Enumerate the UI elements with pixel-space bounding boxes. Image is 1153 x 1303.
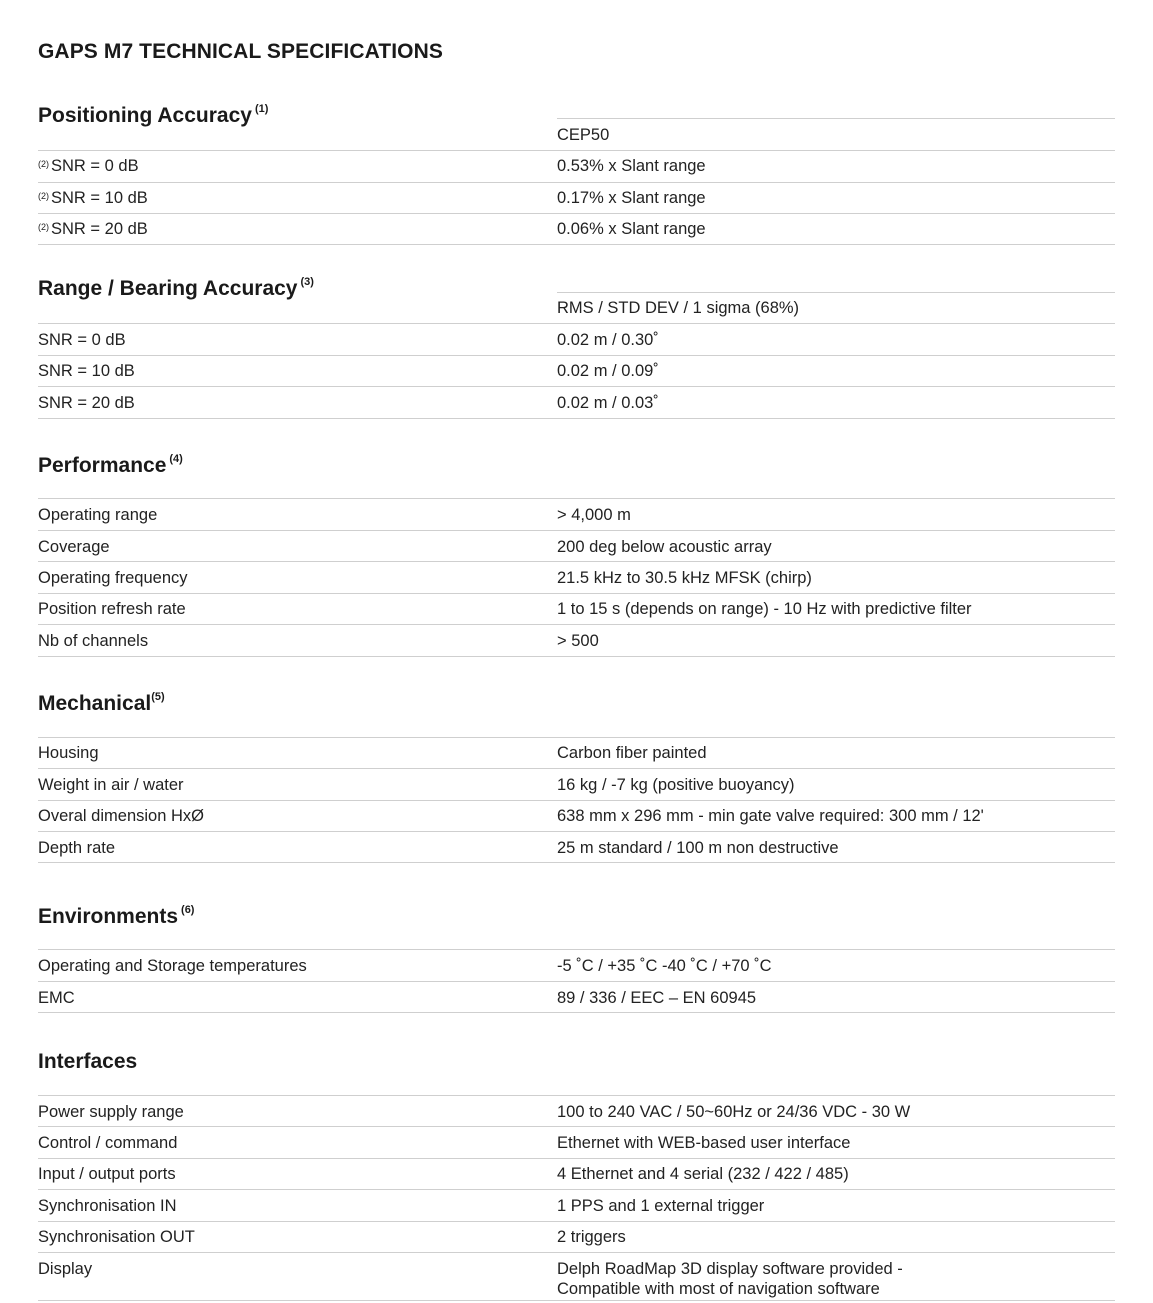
row-value: 16 kg / -7 kg (positive buoyancy) (557, 776, 795, 794)
footnote-marker: (5) (151, 691, 165, 703)
divider (38, 1221, 1115, 1222)
section-title-text: Range / Bearing Accuracy (38, 277, 298, 300)
row-value: 0.06% x Slant range (557, 220, 706, 238)
row-value: 638 mm x 296 mm - min gate valve required: 300 mm / 12' (557, 807, 984, 825)
divider (38, 593, 1115, 594)
row-label: Power supply range (38, 1103, 184, 1121)
row-label: Nb of channels (38, 632, 149, 650)
row-label: Control / command (38, 1134, 178, 1152)
row-label: Weight in air / water (38, 776, 184, 794)
row-value: Carbon fiber painted (557, 744, 707, 762)
footnote-marker: (4) (169, 453, 183, 465)
divider (38, 244, 1115, 245)
divider (38, 213, 1115, 214)
divider (38, 624, 1115, 625)
column-header: CEP50 (557, 126, 610, 144)
row-label: Position refresh rate (38, 600, 186, 618)
row-value: -5 ˚C / +35 ˚C -40 ˚C / +70 ˚C (557, 957, 772, 975)
footnote-marker: (3) (300, 276, 314, 288)
row-value: Ethernet with WEB-based user interface (557, 1134, 851, 1152)
footnote-marker: (1) (254, 103, 269, 115)
section-title-text: Performance (38, 454, 167, 477)
row-label: SNR = 20 dB (38, 394, 135, 412)
divider (38, 1095, 1115, 1096)
footnote-marker: (2) (38, 191, 49, 201)
row-label: Operating frequency (38, 569, 188, 587)
divider (38, 498, 1115, 499)
row-label: Housing (38, 744, 99, 762)
section-title (38, 104, 268, 128)
row-value: 0.53% x Slant range (557, 157, 706, 175)
row-label: Overal dimension HxØ (38, 807, 204, 825)
section-title-text: Environments (38, 905, 179, 928)
row-label: Display (38, 1260, 93, 1278)
page-title: GAPS M7 TECHNICAL SPECIFICATIONS (38, 40, 443, 63)
row-value: 0.02 m / 0.09˚ (557, 362, 659, 380)
footnote-marker: (6) (181, 904, 195, 916)
row-label: Depth rate (38, 839, 116, 857)
row-label: Coverage (38, 538, 110, 556)
divider (38, 949, 1115, 950)
section-title-text: Interfaces (38, 1050, 138, 1073)
section-title (38, 905, 194, 929)
row-label: Input / output ports (38, 1165, 176, 1183)
divider (38, 323, 1115, 324)
divider (38, 150, 1115, 151)
divider (38, 737, 1115, 738)
footnote-marker: (2) (38, 159, 49, 169)
divider (38, 1012, 1115, 1013)
row-value: 21.5 kHz to 30.5 kHz MFSK (chirp) (557, 569, 812, 587)
row-label: Synchronisation IN (38, 1197, 177, 1215)
row-value: 0.02 m / 0.03˚ (557, 394, 659, 412)
column-header: RMS / STD DEV / 1 sigma (68%) (557, 299, 800, 317)
row-value: 0.02 m / 0.30˚ (557, 331, 659, 349)
section-title (38, 277, 314, 301)
divider (38, 530, 1115, 531)
section-title-text: Positioning Accuracy (38, 104, 252, 127)
divider (38, 355, 1115, 356)
row-value: Compatible with most of navigation software (557, 1280, 880, 1298)
row-label-text: SNR = 20 dB (51, 220, 148, 238)
row-value: Delph RoadMap 3D display software provided - (557, 1260, 903, 1278)
divider (38, 862, 1115, 863)
divider (38, 800, 1115, 801)
divider (557, 118, 1115, 119)
divider (38, 386, 1115, 387)
divider (38, 831, 1115, 832)
row-label: SNR = 10 dB (38, 362, 135, 380)
row-label (38, 219, 148, 239)
row-label: Operating and Storage temperatures (38, 957, 307, 975)
row-label: SNR = 0 dB (38, 331, 126, 349)
row-label: Operating range (38, 506, 158, 524)
divider (38, 656, 1115, 657)
row-value: 0.17% x Slant range (557, 189, 706, 207)
row-label (38, 188, 148, 208)
row-value: 1 PPS and 1 external trigger (557, 1197, 765, 1215)
divider (38, 981, 1115, 982)
section-title (38, 1050, 137, 1074)
divider (38, 1300, 1115, 1301)
section-title (38, 454, 183, 478)
divider (38, 182, 1115, 183)
divider (38, 1189, 1115, 1190)
divider (38, 418, 1115, 419)
divider (38, 561, 1115, 562)
section-title-text: Mechanical (38, 692, 152, 715)
row-value: 89 / 336 / EEC – EN 60945 (557, 989, 757, 1007)
row-value: 2 triggers (557, 1228, 626, 1246)
section-title (38, 692, 165, 716)
row-value: 1 to 15 s (depends on range) - 10 Hz with predictive filter (557, 600, 972, 618)
row-label: EMC (38, 989, 75, 1007)
row-label-text: SNR = 0 dB (51, 157, 139, 175)
divider (38, 1158, 1115, 1159)
divider (38, 1126, 1115, 1127)
row-value: 100 to 240 VAC / 50~60Hz or 24/36 VDC - 30 W (557, 1103, 911, 1121)
divider (38, 1252, 1115, 1253)
row-label: Synchronisation OUT (38, 1228, 195, 1246)
row-label-text: SNR = 10 dB (51, 189, 148, 207)
row-value: 200 deg below acoustic array (557, 538, 772, 556)
row-value: 25 m standard / 100 m non destructive (557, 839, 839, 857)
row-label (38, 156, 139, 176)
row-value: > 4,000 m (557, 506, 631, 524)
row-value: 4 Ethernet and 4 serial (232 / 422 / 485) (557, 1165, 849, 1183)
divider (38, 768, 1115, 769)
row-value: > 500 (557, 632, 599, 650)
footnote-marker: (2) (38, 222, 49, 232)
divider (557, 292, 1115, 293)
